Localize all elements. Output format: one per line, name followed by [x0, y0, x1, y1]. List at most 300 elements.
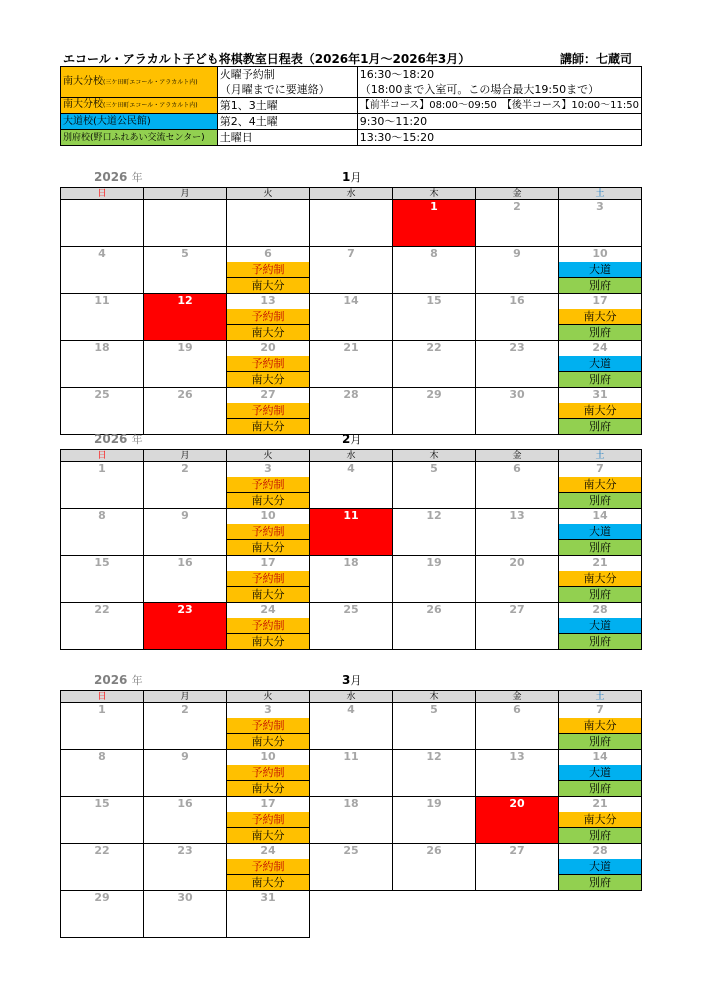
day-number: 2	[181, 462, 189, 475]
day-number: 11	[343, 750, 359, 763]
day-number: 4	[98, 247, 106, 260]
info-label-daido: 大道校(大道公民館)	[61, 114, 218, 130]
calendar-day	[144, 509, 227, 556]
day-number: 5	[181, 247, 189, 260]
event-nandai: 南大分	[227, 372, 309, 387]
day-number: 18	[94, 341, 110, 354]
event-beppu: 別府	[559, 587, 641, 602]
day-number: 3	[264, 703, 272, 716]
week-row	[61, 388, 642, 435]
calendar-day	[559, 462, 642, 509]
calendar-day	[559, 556, 642, 603]
day-number: 21	[343, 341, 359, 354]
day-number: 18	[343, 797, 359, 810]
weekday-header: 土	[559, 691, 642, 703]
day-number: 9	[513, 247, 521, 260]
calendar-day	[476, 703, 559, 750]
calendar-day	[310, 462, 393, 509]
week-row	[61, 462, 642, 509]
calendar-day	[559, 200, 642, 247]
calendar-empty	[144, 200, 227, 247]
calendar-day	[393, 750, 476, 797]
day-number: 4	[347, 703, 355, 716]
event-beppu: 別府	[559, 540, 641, 555]
day-number: 22	[426, 341, 442, 354]
day-number: 15	[94, 556, 110, 569]
calendar-day	[393, 388, 476, 435]
event-nandai: 南大分	[227, 278, 309, 293]
calendar-grid	[60, 690, 642, 938]
calendar-day	[476, 247, 559, 294]
event-beppu: 別府	[559, 781, 641, 796]
event-yoyaku: 予約制	[227, 618, 309, 634]
event-beppu: 別府	[559, 325, 641, 340]
calendar-empty	[310, 200, 393, 247]
day-number: 23	[509, 341, 525, 354]
calendar-day	[310, 556, 393, 603]
day-number: 1	[98, 703, 106, 716]
event-nandai: 南大分	[559, 403, 641, 419]
day-number: 7	[347, 247, 355, 260]
day-number: 3	[264, 462, 272, 475]
day-number: 27	[509, 603, 525, 616]
calendar-day	[61, 509, 144, 556]
calendar-empty	[61, 200, 144, 247]
day-number: 2	[513, 200, 521, 213]
calendar-day	[310, 294, 393, 341]
event-nandai: 南大分	[559, 309, 641, 325]
event-nandai: 南大分	[559, 718, 641, 734]
day-number: 2	[181, 703, 189, 716]
weekday-header: 月	[144, 188, 227, 200]
event-beppu: 別府	[559, 875, 641, 890]
day-number: 10	[260, 509, 276, 522]
day-number: 30	[509, 388, 525, 401]
event-nandai: 南大分	[559, 477, 641, 493]
calendar-day	[310, 844, 393, 891]
calendar-day	[559, 750, 642, 797]
calendar-day	[393, 341, 476, 388]
day-number: 14	[343, 294, 359, 307]
info-label-nandai: 南大分校(三ケ田町エコール・アラカルト内)	[61, 67, 218, 98]
month-label: 1月	[342, 170, 362, 184]
calendar-day	[227, 844, 310, 891]
day-number: 17	[260, 797, 276, 810]
calendar-day	[393, 462, 476, 509]
calendar-day	[476, 462, 559, 509]
calendar-day	[476, 388, 559, 435]
info-note: （月曜までに要連絡）	[217, 82, 357, 98]
calendar-day	[144, 891, 227, 938]
calendar-day	[61, 703, 144, 750]
day-number: 29	[94, 891, 110, 904]
calendar-day	[393, 509, 476, 556]
year-label: 2026 年	[94, 432, 143, 446]
calendar-day	[393, 556, 476, 603]
day-number: 17	[260, 556, 276, 569]
day-number: 6	[264, 247, 272, 260]
event-nandai: 南大分	[227, 781, 309, 796]
calendar-day	[227, 462, 310, 509]
calendar-blank	[393, 891, 476, 938]
calendar-day	[559, 797, 642, 844]
weekday-header: 金	[476, 450, 559, 462]
calendar-day	[61, 844, 144, 891]
day-number: 8	[98, 509, 106, 522]
info-time: 【前半コース】08:00～09:50 【後半コース】10:00～11:50	[357, 98, 641, 114]
calendar-day	[144, 556, 227, 603]
weekday-header: 火	[227, 188, 310, 200]
calendar-day	[144, 462, 227, 509]
event-nandai: 南大分	[227, 493, 309, 508]
calendar-day	[227, 750, 310, 797]
event-beppu: 別府	[559, 734, 641, 749]
calendar-day	[393, 294, 476, 341]
day-number: 22	[94, 603, 110, 616]
event-yoyaku: 予約制	[227, 718, 309, 734]
weekday-header: 日	[61, 450, 144, 462]
event-nandai: 南大分	[227, 634, 309, 649]
calendar-day	[61, 797, 144, 844]
info-time: 13:30～15:20	[357, 130, 641, 146]
weekday-header: 金	[476, 188, 559, 200]
calendar-day	[227, 891, 310, 938]
event-nandai: 南大分	[227, 325, 309, 340]
calendar-day	[476, 509, 559, 556]
day-number: 9	[181, 750, 189, 763]
calendar-day	[476, 556, 559, 603]
day-number: 26	[426, 603, 442, 616]
calendar-day	[227, 797, 310, 844]
calendar-grid	[60, 449, 642, 650]
day-number: 26	[426, 844, 442, 857]
event-yoyaku: 予約制	[227, 524, 309, 540]
calendar-blank	[310, 891, 393, 938]
calendar-day	[144, 797, 227, 844]
day-number: 28	[592, 844, 608, 857]
day-number: 14	[592, 750, 608, 763]
calendar-day	[559, 388, 642, 435]
week-row	[61, 797, 642, 844]
event-beppu: 別府	[559, 419, 641, 434]
event-nandai: 南大分	[559, 571, 641, 587]
calendar-day	[393, 247, 476, 294]
event-yoyaku: 予約制	[227, 812, 309, 828]
day-number: 31	[260, 891, 276, 904]
event-yoyaku: 予約制	[227, 477, 309, 493]
day-number: 25	[343, 844, 359, 857]
day-number: 8	[430, 247, 438, 260]
year-label: 2026 年	[94, 170, 143, 184]
day-number: 22	[94, 844, 110, 857]
calendar-empty	[227, 200, 310, 247]
info-row-nandai-tue	[61, 67, 642, 83]
weekday-header: 土	[559, 188, 642, 200]
calendar-day	[310, 509, 393, 556]
info-row-nandai-sat	[61, 98, 642, 114]
calendar-day	[227, 247, 310, 294]
info-day: 土曜日	[217, 130, 357, 146]
calendar-day	[144, 603, 227, 650]
calendar-day	[393, 703, 476, 750]
day-number: 8	[98, 750, 106, 763]
weekday-header: 日	[61, 691, 144, 703]
event-daido: 大道	[559, 618, 641, 634]
day-number: 12	[426, 750, 442, 763]
day-number: 31	[592, 388, 608, 401]
weekday-header: 月	[144, 450, 227, 462]
event-yoyaku: 予約制	[227, 765, 309, 781]
year-label: 2026 年	[94, 673, 143, 687]
schedule-info-table	[60, 66, 642, 146]
calendar-day	[144, 703, 227, 750]
weekday-header: 水	[310, 450, 393, 462]
day-number: 20	[509, 797, 525, 810]
day-number: 28	[592, 603, 608, 616]
day-number: 6	[513, 703, 521, 716]
event-yoyaku: 予約制	[227, 571, 309, 587]
event-yoyaku: 予約制	[227, 262, 309, 278]
week-row	[61, 247, 642, 294]
calendar-day	[61, 247, 144, 294]
weekday-header: 水	[310, 691, 393, 703]
calendar-day	[476, 603, 559, 650]
week-row	[61, 556, 642, 603]
day-number: 17	[592, 294, 608, 307]
event-yoyaku: 予約制	[227, 403, 309, 419]
calendar-day	[61, 556, 144, 603]
event-beppu: 別府	[559, 372, 641, 387]
weekday-header: 木	[393, 691, 476, 703]
calendar-day	[310, 797, 393, 844]
month-label: 2月	[342, 432, 362, 446]
calendar-day	[559, 247, 642, 294]
day-number: 12	[177, 294, 193, 307]
event-nandai: 南大分	[227, 828, 309, 843]
calendar-day	[476, 200, 559, 247]
day-number: 5	[430, 462, 438, 475]
calendar-day	[393, 797, 476, 844]
calendar-day	[393, 200, 476, 247]
calendar-blank	[476, 891, 559, 938]
day-number: 16	[177, 556, 193, 569]
calendar-february	[60, 431, 642, 650]
weekday-header: 金	[476, 691, 559, 703]
weekday-header: 水	[310, 188, 393, 200]
week-row	[61, 750, 642, 797]
calendar-day	[227, 703, 310, 750]
event-yoyaku: 予約制	[227, 309, 309, 325]
week-row	[61, 341, 642, 388]
calendar-day	[310, 703, 393, 750]
day-number: 21	[592, 556, 608, 569]
info-day: 第2、4土曜	[217, 114, 357, 130]
day-number: 15	[94, 797, 110, 810]
event-yoyaku: 予約制	[227, 356, 309, 372]
day-number: 7	[596, 703, 604, 716]
day-number: 24	[592, 341, 608, 354]
weekday-header: 火	[227, 691, 310, 703]
month-label: 3月	[342, 673, 362, 687]
day-number: 26	[177, 388, 193, 401]
calendar-day	[144, 341, 227, 388]
info-time: 9:30～11:20	[357, 114, 641, 130]
day-number: 5	[430, 703, 438, 716]
info-label-beppu: 別府校(野口ふれあい交流センター)	[61, 130, 218, 146]
day-number: 12	[426, 509, 442, 522]
day-number: 28	[343, 388, 359, 401]
day-number: 30	[177, 891, 193, 904]
day-number: 6	[513, 462, 521, 475]
day-number: 19	[426, 797, 442, 810]
week-row	[61, 200, 642, 247]
day-number: 7	[596, 462, 604, 475]
calendar-day	[476, 341, 559, 388]
event-nandai: 南大分	[227, 540, 309, 555]
week-row	[61, 703, 642, 750]
info-day: 第1、3土曜	[217, 98, 357, 114]
calendar-day	[476, 797, 559, 844]
week-row	[61, 891, 642, 938]
day-number: 20	[509, 556, 525, 569]
event-daido: 大道	[559, 765, 641, 781]
event-daido: 大道	[559, 262, 641, 278]
info-time: 16:30～18:20	[357, 67, 641, 83]
event-nandai: 南大分	[227, 734, 309, 749]
calendar-day	[476, 844, 559, 891]
info-day: 火曜予約制	[217, 67, 357, 83]
calendar-day	[559, 341, 642, 388]
day-number: 3	[596, 200, 604, 213]
week-row	[61, 603, 642, 650]
week-row	[61, 844, 642, 891]
day-number: 23	[177, 844, 193, 857]
weekday-header: 木	[393, 450, 476, 462]
day-number: 13	[260, 294, 276, 307]
calendar-day	[61, 891, 144, 938]
calendar-day	[559, 844, 642, 891]
calendar-march	[60, 672, 642, 938]
event-daido: 大道	[559, 859, 641, 875]
calendar-day	[559, 509, 642, 556]
calendar-day	[61, 341, 144, 388]
day-number: 16	[177, 797, 193, 810]
calendar-day	[61, 750, 144, 797]
calendar-day	[476, 750, 559, 797]
calendar-day	[310, 247, 393, 294]
day-number: 11	[343, 509, 359, 522]
info-note: （18:00まで入室可。この場合最大19:50まで）	[357, 82, 641, 98]
day-number: 24	[260, 603, 276, 616]
calendar-blank	[559, 891, 642, 938]
day-number: 16	[509, 294, 525, 307]
calendar-day	[227, 509, 310, 556]
weekday-header: 月	[144, 691, 227, 703]
calendar-day	[227, 388, 310, 435]
info-label-nandai: 南大分校(三ケ田町エコール・アラカルト内)	[61, 98, 218, 114]
calendar-day	[61, 462, 144, 509]
calendar-day	[393, 844, 476, 891]
calendar-day	[61, 603, 144, 650]
day-number: 10	[260, 750, 276, 763]
event-beppu: 別府	[559, 634, 641, 649]
day-number: 19	[177, 341, 193, 354]
month-header	[60, 672, 642, 690]
day-number: 9	[181, 509, 189, 522]
page-title: エコール・アラカルト子ども将棋教室日程表（2026年1月～2026年3月）	[63, 52, 471, 66]
calendar-day	[476, 294, 559, 341]
calendar-day	[310, 341, 393, 388]
day-number: 13	[509, 750, 525, 763]
weekday-header: 日	[61, 188, 144, 200]
calendar-day	[310, 388, 393, 435]
day-number: 18	[343, 556, 359, 569]
week-row	[61, 294, 642, 341]
day-number: 25	[343, 603, 359, 616]
day-number: 29	[426, 388, 442, 401]
calendar-day	[310, 750, 393, 797]
event-nandai: 南大分	[227, 587, 309, 602]
day-number: 1	[430, 200, 438, 213]
calendar-january	[60, 169, 642, 435]
day-number: 24	[260, 844, 276, 857]
day-number: 27	[509, 844, 525, 857]
calendar-day	[227, 603, 310, 650]
calendar-day	[310, 603, 393, 650]
calendar-day	[144, 750, 227, 797]
day-number: 4	[347, 462, 355, 475]
day-number: 11	[94, 294, 110, 307]
day-number: 23	[177, 603, 193, 616]
day-number: 15	[426, 294, 442, 307]
day-number: 20	[260, 341, 276, 354]
weekday-header: 土	[559, 450, 642, 462]
day-number: 27	[260, 388, 276, 401]
calendar-day	[227, 341, 310, 388]
calendar-day	[144, 247, 227, 294]
day-number: 21	[592, 797, 608, 810]
calendar-day	[227, 294, 310, 341]
info-row-daido	[61, 114, 642, 130]
event-daido: 大道	[559, 356, 641, 372]
day-number: 10	[592, 247, 608, 260]
day-number: 14	[592, 509, 608, 522]
event-beppu: 別府	[559, 828, 641, 843]
weekday-header: 木	[393, 188, 476, 200]
day-number: 13	[509, 509, 525, 522]
calendar-day	[61, 294, 144, 341]
calendar-day	[144, 844, 227, 891]
event-nandai: 南大分	[227, 419, 309, 434]
day-number: 1	[98, 462, 106, 475]
calendar-grid	[60, 187, 642, 435]
month-header	[60, 169, 642, 187]
event-daido: 大道	[559, 524, 641, 540]
day-number: 25	[94, 388, 110, 401]
event-nandai: 南大分	[227, 875, 309, 890]
calendar-day	[61, 388, 144, 435]
event-yoyaku: 予約制	[227, 859, 309, 875]
calendar-day	[393, 603, 476, 650]
calendar-day	[559, 603, 642, 650]
calendar-day	[559, 294, 642, 341]
week-row	[61, 509, 642, 556]
event-beppu: 別府	[559, 278, 641, 293]
month-header	[60, 431, 642, 449]
event-nandai: 南大分	[559, 812, 641, 828]
day-number: 19	[426, 556, 442, 569]
calendar-day	[144, 294, 227, 341]
